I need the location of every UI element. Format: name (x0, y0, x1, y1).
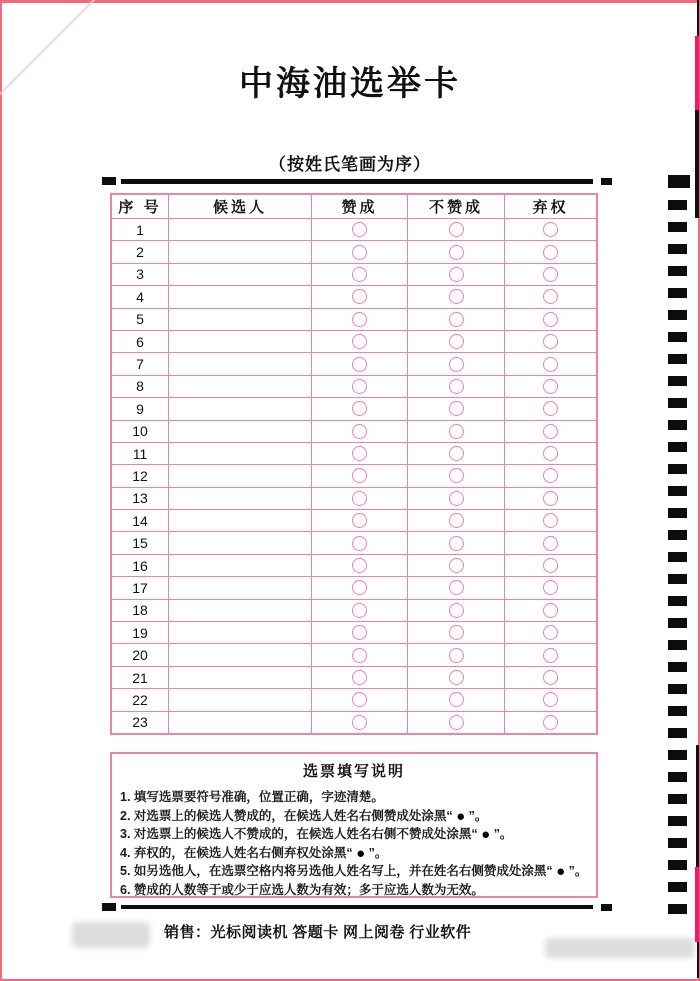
omr-timing-mark (668, 882, 687, 892)
bubble-cell-disapprove (408, 667, 505, 688)
bubble-abstain[interactable] (543, 692, 558, 707)
bubble-disapprove[interactable] (449, 222, 464, 237)
omr-timing-mark (668, 222, 687, 232)
bubble-disapprove[interactable] (449, 603, 464, 618)
bubble-abstain[interactable] (543, 491, 558, 506)
bubble-disapprove[interactable] (449, 670, 464, 685)
table-row (112, 465, 596, 487)
omr-timing-mark (668, 310, 687, 320)
omr-timing-mark (668, 860, 687, 870)
omr-timing-mark (668, 266, 687, 276)
bubble-disapprove[interactable] (449, 267, 464, 282)
bubble-approve[interactable] (352, 692, 367, 707)
candidate-name-cell[interactable] (169, 555, 312, 576)
bubble-cell-approve (312, 353, 408, 374)
table-row (112, 644, 596, 666)
bubble-disapprove[interactable] (449, 446, 464, 461)
bubble-cell-disapprove (408, 532, 505, 553)
omr-timing-mark (668, 772, 687, 782)
bubble-cell-disapprove (408, 488, 505, 509)
omr-timing-mark (668, 508, 687, 518)
bubble-abstain[interactable] (543, 267, 558, 282)
omr-sync-dash-bottom-left (102, 903, 116, 911)
omr-timing-mark (668, 244, 687, 254)
bubble-cell-approve (312, 331, 408, 352)
bubble-disapprove[interactable] (449, 245, 464, 260)
row-number: 23 (112, 712, 169, 733)
bubble-cell-disapprove (408, 264, 505, 285)
bubble-cell-disapprove (408, 555, 505, 576)
omr-timing-mark (668, 398, 687, 408)
instruction-item: 1. 填写选票要符号准确，位置正确，字迹清楚。 (120, 790, 384, 804)
candidate-name-cell[interactable] (169, 465, 312, 486)
bubble-cell-abstain (505, 421, 596, 442)
bubble-abstain[interactable] (543, 715, 558, 730)
bubble-cell-abstain (505, 667, 596, 688)
bubble-abstain[interactable] (543, 334, 558, 349)
bubble-cell-disapprove (408, 600, 505, 621)
bubble-cell-disapprove (408, 309, 505, 330)
table-row (112, 600, 596, 622)
omr-timing-mark (668, 618, 687, 628)
bubble-disapprove[interactable] (449, 379, 464, 394)
table-row (112, 286, 596, 308)
bubble-cell-abstain (505, 532, 596, 553)
candidate-name-cell[interactable] (169, 353, 312, 374)
bubble-abstain[interactable] (543, 670, 558, 685)
table-row (112, 331, 596, 353)
omr-timing-mark (668, 332, 687, 342)
row-number: 1 (112, 219, 169, 240)
bubble-cell-abstain (505, 286, 596, 307)
candidate-name-cell[interactable] (169, 577, 312, 598)
column-header-approve: 赞成 (312, 195, 408, 218)
row-number: 3 (112, 264, 169, 285)
bubble-cell-approve (312, 465, 408, 486)
bubble-abstain[interactable] (543, 424, 558, 439)
row-number: 15 (112, 532, 169, 553)
omr-timing-mark (668, 200, 687, 210)
bubble-abstain[interactable] (543, 558, 558, 573)
row-number: 8 (112, 376, 169, 397)
bubble-abstain[interactable] (543, 222, 558, 237)
bubble-abstain[interactable] (543, 625, 558, 640)
bubble-abstain[interactable] (543, 312, 558, 327)
bubble-cell-abstain (505, 488, 596, 509)
bubble-approve[interactable] (352, 245, 367, 260)
bubble-abstain[interactable] (543, 468, 558, 483)
bubble-cell-approve (312, 398, 408, 419)
candidate-name-cell[interactable] (169, 421, 312, 442)
bubble-abstain[interactable] (543, 289, 558, 304)
table-row (112, 555, 596, 577)
bubble-cell-abstain (505, 353, 596, 374)
bubble-cell-abstain (505, 555, 596, 576)
bubble-disapprove[interactable] (449, 715, 464, 730)
omr-sync-bar-top (121, 179, 593, 184)
filled-bubble-icon: ● (481, 826, 491, 843)
omr-timing-mark (668, 838, 687, 848)
bubble-cell-approve (312, 532, 408, 553)
omr-timing-mark (668, 420, 687, 430)
bubble-cell-abstain (505, 510, 596, 531)
bubble-cell-disapprove (408, 241, 505, 262)
scan-smudge-artifact (545, 938, 695, 958)
candidate-name-cell[interactable] (169, 286, 312, 307)
bubble-approve[interactable] (352, 468, 367, 483)
bubble-cell-abstain (505, 241, 596, 262)
row-number: 2 (112, 241, 169, 262)
row-number: 13 (112, 488, 169, 509)
row-number: 21 (112, 667, 169, 688)
bubble-approve[interactable] (352, 648, 367, 663)
table-row (112, 689, 596, 711)
bubble-abstain[interactable] (543, 401, 558, 416)
bubble-approve[interactable] (352, 401, 367, 416)
bubble-disapprove[interactable] (449, 580, 464, 595)
bubble-cell-disapprove (408, 712, 505, 733)
bubble-abstain[interactable] (543, 648, 558, 663)
bubble-cell-approve (312, 600, 408, 621)
omr-timing-mark (668, 288, 687, 298)
filled-bubble-icon: ● (556, 863, 566, 880)
bubble-approve[interactable] (352, 446, 367, 461)
bubble-disapprove[interactable] (449, 357, 464, 372)
omr-sync-dash-bottom-right (601, 904, 612, 911)
instruction-item: 3. 对选票上的候选人不赞成的，在候选人姓名右侧不赞成处涂黑“ ● ”。 (120, 826, 513, 843)
bubble-disapprove[interactable] (449, 491, 464, 506)
bubble-approve[interactable] (352, 289, 367, 304)
bubble-abstain[interactable] (543, 379, 558, 394)
bubble-cell-abstain (505, 264, 596, 285)
table-row (112, 376, 596, 398)
bubble-disapprove[interactable] (449, 513, 464, 528)
filled-bubble-icon: ● (356, 844, 366, 862)
row-number: 20 (112, 644, 169, 665)
instruction-item: 6. 赞成的人数等于或少于应选人数为有效；多于应选人数为无效。 (120, 882, 484, 897)
bubble-abstain[interactable] (543, 245, 558, 260)
row-number: 9 (112, 398, 169, 419)
bubble-disapprove[interactable] (449, 289, 464, 304)
bubble-cell-abstain (505, 398, 596, 419)
omr-timing-mark (668, 464, 687, 474)
omr-timing-mark (668, 706, 687, 716)
instruction-item: 4. 弃权的，在候选人姓名右侧弃权处涂黑“ ● ”。 (120, 844, 388, 862)
bubble-approve[interactable] (352, 715, 367, 730)
candidate-name-cell[interactable] (169, 712, 312, 733)
bubble-cell-disapprove (408, 376, 505, 397)
bubble-approve[interactable] (352, 334, 367, 349)
row-number: 17 (112, 577, 169, 598)
bubble-cell-approve (312, 309, 408, 330)
bubble-approve[interactable] (352, 558, 367, 573)
row-number: 10 (112, 421, 169, 442)
omr-timing-mark (668, 794, 687, 804)
bubble-disapprove[interactable] (449, 424, 464, 439)
paper-edge-strip (695, 867, 699, 942)
bubble-disapprove[interactable] (449, 312, 464, 327)
table-row (112, 443, 596, 465)
omr-timing-mark (668, 662, 687, 672)
bubble-cell-abstain (505, 712, 596, 733)
row-number: 12 (112, 465, 169, 486)
row-number: 7 (112, 353, 169, 374)
bubble-approve[interactable] (352, 670, 367, 685)
bubble-cell-disapprove (408, 577, 505, 598)
bubble-abstain[interactable] (543, 513, 558, 528)
table-row (112, 622, 596, 644)
bubble-approve[interactable] (352, 424, 367, 439)
bubble-approve[interactable] (352, 267, 367, 282)
instruction-item: 2. 对选票上的候选人赞成的，在候选人姓名右侧赞成处涂黑“ ● ”。 (120, 807, 488, 825)
table-row (112, 353, 596, 375)
candidate-name-cell[interactable] (169, 689, 312, 710)
omr-timing-mark (668, 574, 687, 584)
instruction-item: 5. 如另选他人，在选票空格内将另选他人姓名写上，并在姓名右侧赞成处涂黑“ ● ”。 (120, 863, 588, 880)
page-title: 中海油选举卡 (239, 66, 461, 103)
bubble-cell-disapprove (408, 331, 505, 352)
bubble-approve[interactable] (352, 580, 367, 595)
paper-edge-strip (695, 36, 699, 110)
omr-corner-block-top-right (668, 175, 690, 188)
column-header-abstain: 弃权 (532, 199, 569, 216)
bubble-cell-approve (312, 644, 408, 665)
filled-bubble-icon: ● (456, 807, 466, 825)
candidate-name-cell[interactable] (169, 443, 312, 464)
bubble-cell-abstain (505, 689, 596, 710)
candidate-name-cell[interactable] (169, 331, 312, 352)
bubble-cell-disapprove (408, 622, 505, 643)
bubble-cell-approve (312, 510, 408, 531)
bubble-cell-approve (312, 286, 408, 307)
bubble-abstain[interactable] (543, 603, 558, 618)
bubble-cell-disapprove (408, 353, 505, 374)
bubble-disapprove[interactable] (449, 334, 464, 349)
bubble-cell-abstain (505, 644, 596, 665)
candidate-name-cell[interactable] (169, 510, 312, 531)
table-row (112, 488, 596, 510)
table-row (112, 577, 596, 599)
omr-timing-mark (668, 904, 687, 914)
table-row (112, 264, 596, 286)
table-row (112, 510, 596, 532)
ballot-table (110, 193, 598, 735)
omr-timing-mark (668, 640, 687, 650)
table-row (112, 421, 596, 443)
table-row (112, 309, 596, 331)
row-number: 18 (112, 600, 169, 621)
bubble-cell-approve (312, 667, 408, 688)
candidate-name-cell[interactable] (169, 532, 312, 553)
omr-timing-mark (668, 596, 687, 606)
bubble-approve[interactable] (352, 222, 367, 237)
bubble-disapprove[interactable] (449, 401, 464, 416)
bubble-disapprove[interactable] (449, 692, 464, 707)
bubble-cell-disapprove (408, 219, 505, 240)
paper-edge-strip (696, 745, 699, 867)
paper-edge-strip (695, 110, 699, 218)
bubble-abstain[interactable] (543, 580, 558, 595)
candidate-name-cell[interactable] (169, 622, 312, 643)
bubble-abstain[interactable] (543, 446, 558, 461)
bubble-approve[interactable] (352, 625, 367, 640)
candidate-name-cell[interactable] (169, 264, 312, 285)
omr-timing-mark (668, 376, 687, 386)
table-row (112, 398, 596, 420)
bubble-approve[interactable] (352, 357, 367, 372)
bubble-cell-approve (312, 264, 408, 285)
omr-sync-dash-top-left (102, 177, 116, 185)
table-row (112, 532, 596, 554)
table-row (112, 219, 596, 241)
paper-edge-strip (697, 942, 699, 978)
bubble-approve[interactable] (352, 312, 367, 327)
bubble-cell-approve (312, 219, 408, 240)
bubble-cell-abstain (505, 600, 596, 621)
column-header-candidate: 候选人 (169, 195, 312, 218)
table-header-row (112, 195, 596, 219)
omr-timing-mark (668, 816, 687, 826)
bubble-cell-abstain (505, 376, 596, 397)
bubble-disapprove[interactable] (449, 536, 464, 551)
row-number: 5 (112, 309, 169, 330)
bubble-cell-disapprove (408, 465, 505, 486)
bubble-cell-approve (312, 376, 408, 397)
bubble-approve[interactable] (352, 603, 367, 618)
bubble-cell-abstain (505, 622, 596, 643)
bubble-disapprove[interactable] (449, 625, 464, 640)
bubble-approve[interactable] (352, 491, 367, 506)
bubble-cell-abstain (505, 309, 596, 330)
omr-timing-mark (668, 728, 687, 738)
table-row (112, 667, 596, 689)
row-number: 19 (112, 622, 169, 643)
row-number: 16 (112, 555, 169, 576)
bubble-cell-approve (312, 555, 408, 576)
bubble-cell-disapprove (408, 689, 505, 710)
scan-smudge-artifact (72, 922, 150, 948)
candidate-name-cell[interactable] (169, 376, 312, 397)
bubble-cell-abstain (505, 577, 596, 598)
vendor-footer-text: 销售：光标阅读机 答题卡 网上阅卷 行业软件 (164, 925, 472, 941)
omr-sync-bar-bottom (121, 905, 593, 909)
omr-timing-mark (668, 552, 687, 562)
table-row (112, 712, 596, 733)
omr-timing-mark (668, 750, 687, 760)
bubble-approve[interactable] (352, 513, 367, 528)
bubble-cell-approve (312, 241, 408, 262)
omr-timing-mark (668, 442, 687, 452)
bubble-cell-disapprove (408, 443, 505, 464)
bubble-cell-approve (312, 443, 408, 464)
instructions-box (110, 752, 598, 898)
bubble-cell-abstain (505, 331, 596, 352)
bubble-approve[interactable] (352, 536, 367, 551)
bubble-approve[interactable] (352, 379, 367, 394)
omr-sync-dash-top-right (601, 178, 612, 185)
column-header-number: 序 号 (112, 195, 169, 218)
candidate-name-cell[interactable] (169, 667, 312, 688)
instructions-title: 选票填写说明 (302, 763, 405, 780)
bubble-cell-disapprove (408, 421, 505, 442)
instructions-list (120, 788, 592, 899)
bubble-cell-disapprove (408, 510, 505, 531)
paper-edge-strip (697, 0, 699, 36)
candidate-name-cell[interactable] (169, 644, 312, 665)
bubble-cell-approve (312, 577, 408, 598)
bubble-disapprove[interactable] (449, 558, 464, 573)
bubble-cell-approve (312, 689, 408, 710)
candidate-name-cell[interactable] (169, 241, 312, 262)
bubble-cell-abstain (505, 219, 596, 240)
bubble-cell-abstain (505, 443, 596, 464)
table-row (112, 241, 596, 263)
candidate-name-cell[interactable] (169, 600, 312, 621)
row-number: 4 (112, 286, 169, 307)
bubble-cell-approve (312, 421, 408, 442)
column-header-disapprove: 不赞成 (408, 195, 505, 218)
page-subtitle: （按姓氏笔画为序） (269, 155, 431, 174)
bubble-disapprove[interactable] (449, 648, 464, 663)
bubble-cell-disapprove (408, 286, 505, 307)
row-number: 11 (112, 443, 169, 464)
bubble-cell-approve (312, 622, 408, 643)
candidate-name-cell[interactable] (169, 488, 312, 509)
candidate-name-cell[interactable] (169, 398, 312, 419)
bubble-abstain[interactable] (543, 357, 558, 372)
row-number: 22 (112, 689, 169, 710)
bubble-cell-approve (312, 712, 408, 733)
omr-timing-mark (668, 530, 687, 540)
candidate-name-cell[interactable] (169, 309, 312, 330)
bubble-cell-approve (312, 488, 408, 509)
omr-timing-mark (668, 486, 687, 496)
omr-timing-mark (668, 684, 687, 694)
candidate-name-cell[interactable] (169, 219, 312, 240)
bubble-disapprove[interactable] (449, 468, 464, 483)
bubble-cell-abstain (505, 465, 596, 486)
bubble-abstain[interactable] (543, 536, 558, 551)
row-number: 14 (112, 510, 169, 531)
row-number: 6 (112, 331, 169, 352)
bubble-cell-disapprove (408, 398, 505, 419)
bubble-cell-disapprove (408, 644, 505, 665)
omr-timing-mark (668, 354, 687, 364)
